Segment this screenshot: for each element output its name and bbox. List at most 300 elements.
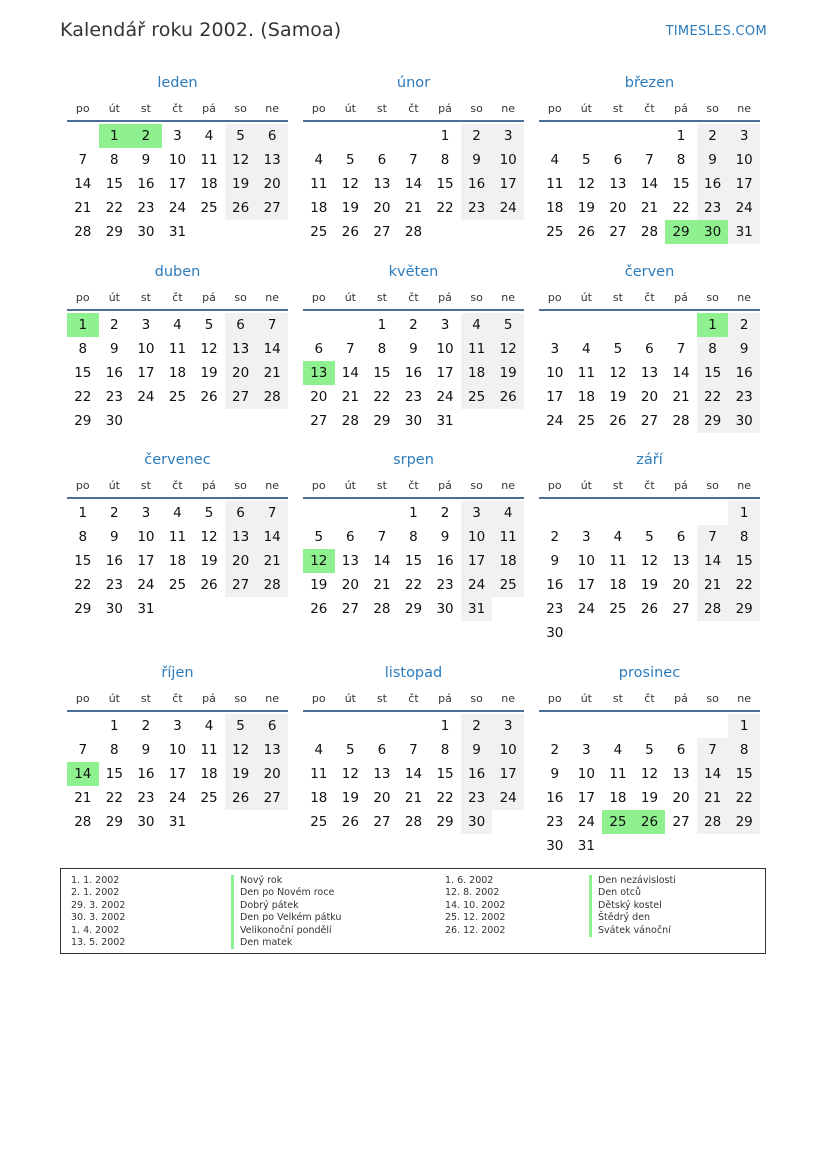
weekend-day-cell: 28 xyxy=(697,597,729,621)
weekend-day-cell: 29 xyxy=(728,810,760,834)
weekend-day-cell: 7 xyxy=(256,313,288,337)
day-cell: 22 xyxy=(404,577,423,593)
weekend-day-cell: 27 xyxy=(225,385,257,409)
weekday-label: ne xyxy=(265,478,280,492)
day-cell: 16 xyxy=(105,553,123,569)
legend-left-names xyxy=(231,875,341,949)
day-cell: 2 xyxy=(440,505,450,521)
weekday-label: ne xyxy=(501,478,516,492)
empty-cell xyxy=(634,621,666,645)
day-cell: 4 xyxy=(204,128,214,144)
weekend-day-cell: 23 xyxy=(728,385,760,409)
weekday-label: st xyxy=(140,101,151,115)
weekend-day-cell: 22 xyxy=(728,573,760,597)
week-row xyxy=(67,597,288,621)
weekday-label: út xyxy=(580,691,592,705)
weekend-day-cell: 4 xyxy=(461,313,493,337)
week-row xyxy=(67,148,288,172)
day-cell: 23 xyxy=(546,601,564,617)
empty-cell xyxy=(303,501,335,525)
week-row xyxy=(303,762,524,786)
day-cell: 5 xyxy=(204,505,214,521)
weekday-label: pá xyxy=(202,101,216,115)
weekday-label: so xyxy=(234,290,247,304)
week-row xyxy=(303,313,524,337)
empty-cell xyxy=(335,313,367,337)
week-row xyxy=(303,573,524,597)
day-cell: 28 xyxy=(373,601,391,617)
weekday-label: st xyxy=(612,101,623,115)
month-name: srpen xyxy=(393,452,434,468)
day-cell: 23 xyxy=(137,200,155,216)
legend-date: 30. 3. 2002 xyxy=(71,912,126,924)
weekday-label: po xyxy=(311,290,326,304)
day-cell: 6 xyxy=(314,341,324,357)
empty-cell xyxy=(634,124,666,148)
weekday-header xyxy=(303,286,524,308)
day-cell: 19 xyxy=(640,577,659,593)
day-cell: 16 xyxy=(105,365,123,381)
weekday-label: po xyxy=(547,478,562,492)
day-cell: 31 xyxy=(137,601,155,617)
week-row xyxy=(539,172,760,196)
day-cell: 12 xyxy=(200,529,218,545)
weekend-day-cell: 9 xyxy=(461,738,493,762)
day-cell: 24 xyxy=(577,601,595,617)
day-cell: 3 xyxy=(582,742,591,758)
day-cell: 27 xyxy=(341,601,359,617)
weekend-day-cell: 20 xyxy=(225,549,257,573)
empty-cell xyxy=(67,714,99,738)
weekend-day-cell: 30 xyxy=(461,810,493,834)
day-cell: 7 xyxy=(409,742,418,758)
week-row xyxy=(67,124,288,148)
weekend-day-cell: 16 xyxy=(728,361,760,385)
weekday-label: ne xyxy=(737,101,752,115)
legend-right-dates xyxy=(445,875,505,937)
weekend-day-cell: 15 xyxy=(697,361,729,385)
weekday-label: so xyxy=(706,478,719,492)
day-cell: 15 xyxy=(74,553,92,569)
weekend-day-cell: 3 xyxy=(492,124,524,148)
week-row xyxy=(67,762,288,786)
day-cell: 4 xyxy=(582,341,591,357)
empty-cell xyxy=(665,714,697,738)
day-cell: 11 xyxy=(577,365,595,381)
month-name: duben xyxy=(154,264,201,280)
day-cell: 11 xyxy=(200,742,218,758)
weekday-label: čt xyxy=(172,290,183,304)
weekday-label: ne xyxy=(265,691,280,705)
empty-cell xyxy=(602,621,634,645)
weekday-header xyxy=(303,687,524,709)
month-srpen xyxy=(303,450,524,621)
day-cell: 4 xyxy=(613,529,623,545)
week-row xyxy=(539,196,760,220)
day-cell: 26 xyxy=(200,389,218,405)
day-cell: 21 xyxy=(404,790,423,806)
weekend-day-cell: 11 xyxy=(461,337,493,361)
day-cell: 24 xyxy=(168,200,187,216)
weekday-label: so xyxy=(706,101,719,115)
weekend-day-cell: 13 xyxy=(256,148,288,172)
week-row xyxy=(539,525,760,549)
day-cell: 12 xyxy=(640,553,659,569)
week-row xyxy=(67,172,288,196)
day-cell: 19 xyxy=(640,790,659,806)
day-cell: 11 xyxy=(310,176,328,192)
day-cell: 21 xyxy=(74,790,92,806)
day-cell: 24 xyxy=(436,389,454,405)
holiday-day-cell: 12 xyxy=(303,549,335,573)
day-cell: 6 xyxy=(346,529,355,545)
weekend-day-cell: 8 xyxy=(728,525,760,549)
weekday-label: st xyxy=(612,691,623,705)
week-row xyxy=(67,738,288,762)
weekend-day-cell: 22 xyxy=(728,786,760,810)
week-row xyxy=(303,337,524,361)
day-cell: 2 xyxy=(110,317,119,333)
day-grid xyxy=(539,714,760,858)
day-cell: 3 xyxy=(173,718,182,734)
day-cell: 26 xyxy=(609,413,627,429)
day-cell: 16 xyxy=(436,553,454,569)
day-cell: 29 xyxy=(74,413,92,429)
month-březen xyxy=(539,73,760,244)
day-cell: 31 xyxy=(168,224,187,240)
month-name: červen xyxy=(624,264,675,280)
day-cell: 13 xyxy=(672,553,690,569)
day-cell: 23 xyxy=(137,790,155,806)
week-row xyxy=(539,762,760,786)
day-cell: 11 xyxy=(200,152,218,168)
day-cell: 10 xyxy=(436,341,454,357)
day-cell: 18 xyxy=(168,553,187,569)
weekend-day-cell: 17 xyxy=(492,172,524,196)
day-cell: 20 xyxy=(640,389,659,405)
day-cell: 9 xyxy=(550,766,560,782)
day-cell: 16 xyxy=(546,577,564,593)
week-row xyxy=(539,621,760,645)
day-cell: 1 xyxy=(409,505,418,521)
empty-cell xyxy=(571,621,603,645)
weekend-day-cell: 17 xyxy=(492,762,524,786)
empty-cell xyxy=(256,220,288,244)
week-row xyxy=(303,196,524,220)
weekend-day-cell: 2 xyxy=(461,714,493,738)
day-grid xyxy=(67,714,288,834)
legend-holiday-name: Den matek xyxy=(231,937,341,949)
empty-cell xyxy=(665,501,697,525)
day-cell: 2 xyxy=(409,317,418,333)
weekday-label: út xyxy=(108,290,120,304)
weekday-label: po xyxy=(311,691,326,705)
day-cell: 16 xyxy=(137,176,155,192)
weekday-label: pá xyxy=(202,290,216,304)
weekday-label: pá xyxy=(202,691,216,705)
empty-cell xyxy=(665,621,697,645)
week-row xyxy=(67,714,288,738)
month-name: listopad xyxy=(384,665,443,681)
day-cell: 16 xyxy=(546,790,564,806)
day-cell: 21 xyxy=(404,200,423,216)
weekend-day-cell: 27 xyxy=(256,786,288,810)
weekday-label: po xyxy=(547,101,562,115)
month-listopad xyxy=(303,663,524,834)
day-cell: 25 xyxy=(200,200,218,216)
day-cell: 22 xyxy=(74,577,92,593)
empty-cell xyxy=(697,501,729,525)
empty-cell xyxy=(571,714,603,738)
holiday-day-cell: 1 xyxy=(67,313,99,337)
week-row xyxy=(67,220,288,244)
weekday-label: ne xyxy=(737,691,752,705)
week-row xyxy=(67,525,288,549)
holiday-legend xyxy=(60,868,766,954)
weekday-label: so xyxy=(470,478,483,492)
day-cell: 9 xyxy=(110,341,119,357)
day-grid xyxy=(303,714,524,834)
day-cell: 18 xyxy=(609,577,627,593)
header-divider xyxy=(539,710,760,712)
legend-holiday-name: Nový rok xyxy=(231,875,341,887)
empty-cell xyxy=(602,834,634,858)
day-cell: 9 xyxy=(550,553,560,569)
day-cell: 31 xyxy=(168,814,187,830)
legend-date: 13. 5. 2002 xyxy=(71,936,126,948)
day-cell: 22 xyxy=(436,790,454,806)
day-cell: 4 xyxy=(314,152,324,168)
weekday-header xyxy=(539,474,760,496)
holiday-day-cell: 1 xyxy=(99,124,131,148)
empty-cell xyxy=(461,220,493,244)
week-row xyxy=(303,810,524,834)
day-cell: 5 xyxy=(346,152,355,168)
empty-cell xyxy=(162,409,194,433)
weekday-label: út xyxy=(108,691,120,705)
weekend-day-cell: 5 xyxy=(492,313,524,337)
day-cell: 7 xyxy=(409,152,418,168)
weekday-label: so xyxy=(470,290,483,304)
weekday-label: po xyxy=(547,290,562,304)
day-cell: 19 xyxy=(310,577,328,593)
day-cell: 12 xyxy=(640,766,659,782)
empty-cell xyxy=(492,220,524,244)
weekend-day-cell: 10 xyxy=(461,525,493,549)
day-cell: 18 xyxy=(546,200,564,216)
week-row xyxy=(303,361,524,385)
day-cell: 8 xyxy=(78,529,88,545)
weekend-day-cell: 24 xyxy=(492,196,524,220)
day-cell: 15 xyxy=(436,176,454,192)
weekend-day-cell: 19 xyxy=(225,762,257,786)
day-cell: 20 xyxy=(310,389,328,405)
weekday-label: út xyxy=(344,691,356,705)
weekday-label: čt xyxy=(644,101,655,115)
empty-cell xyxy=(67,124,99,148)
empty-cell xyxy=(256,409,288,433)
empty-cell xyxy=(728,621,760,645)
day-cell: 15 xyxy=(672,176,690,192)
weekend-day-cell: 10 xyxy=(492,738,524,762)
weekday-label: út xyxy=(344,478,356,492)
week-row xyxy=(303,597,524,621)
day-cell: 8 xyxy=(377,341,387,357)
empty-cell xyxy=(162,597,194,621)
day-cell: 26 xyxy=(310,601,328,617)
legend-date: 2. 1. 2002 xyxy=(71,887,120,899)
day-cell: 27 xyxy=(672,814,690,830)
day-cell: 14 xyxy=(373,553,391,569)
day-cell: 18 xyxy=(310,790,328,806)
weekday-label: po xyxy=(311,101,326,115)
week-row xyxy=(303,124,524,148)
weekend-day-cell: 20 xyxy=(256,762,288,786)
day-cell: 29 xyxy=(404,601,423,617)
week-row xyxy=(303,738,524,762)
weekday-header xyxy=(67,97,288,119)
legend-holiday-name: Dětský kostel xyxy=(589,900,676,912)
day-cell: 11 xyxy=(168,341,187,357)
empty-cell xyxy=(665,834,697,858)
day-cell: 19 xyxy=(577,200,595,216)
empty-cell xyxy=(398,124,430,148)
day-cell: 31 xyxy=(436,413,454,429)
month-červen xyxy=(539,262,760,433)
day-cell: 22 xyxy=(105,200,123,216)
weekday-label: čt xyxy=(408,290,419,304)
day-cell: 4 xyxy=(173,317,182,333)
weekday-label: ne xyxy=(265,290,280,304)
empty-cell xyxy=(429,220,461,244)
day-cell: 22 xyxy=(373,389,391,405)
day-cell: 29 xyxy=(373,413,391,429)
day-cell: 23 xyxy=(546,814,564,830)
day-cell: 17 xyxy=(137,553,155,569)
day-cell: 12 xyxy=(341,766,359,782)
day-cell: 9 xyxy=(141,152,151,168)
day-cell: 30 xyxy=(546,625,564,641)
weekend-day-cell: 18 xyxy=(492,549,524,573)
day-grid xyxy=(539,313,760,433)
day-cell: 17 xyxy=(577,577,595,593)
day-cell: 30 xyxy=(137,224,155,240)
day-cell: 7 xyxy=(676,341,686,357)
weekend-day-cell: 14 xyxy=(697,549,729,573)
weekday-label: po xyxy=(75,101,90,115)
weekend-day-cell: 31 xyxy=(461,597,493,621)
day-cell: 21 xyxy=(373,577,391,593)
week-row xyxy=(539,549,760,573)
weekday-label: čt xyxy=(172,101,183,115)
day-cell: 29 xyxy=(74,601,92,617)
day-cell: 30 xyxy=(105,413,123,429)
day-cell: 26 xyxy=(577,224,595,240)
weekday-label: st xyxy=(140,290,151,304)
day-cell: 30 xyxy=(546,838,564,854)
week-row xyxy=(539,501,760,525)
day-cell: 8 xyxy=(409,529,418,545)
day-cell: 17 xyxy=(137,365,155,381)
empty-cell xyxy=(335,124,367,148)
day-cell: 4 xyxy=(314,742,324,758)
day-cell: 30 xyxy=(137,814,155,830)
week-row xyxy=(67,573,288,597)
week-row xyxy=(303,148,524,172)
weekend-day-cell: 18 xyxy=(461,361,493,385)
empty-cell xyxy=(571,501,603,525)
day-cell: 30 xyxy=(105,601,123,617)
week-row xyxy=(67,549,288,573)
header-divider xyxy=(539,497,760,499)
day-cell: 26 xyxy=(341,224,359,240)
day-cell: 4 xyxy=(550,152,560,168)
day-cell: 5 xyxy=(346,742,355,758)
weekend-day-cell: 28 xyxy=(256,385,288,409)
weekend-day-cell: 11 xyxy=(492,525,524,549)
weekend-day-cell: 1 xyxy=(728,714,760,738)
weekday-label: čt xyxy=(172,691,183,705)
empty-cell xyxy=(492,597,524,621)
day-cell: 11 xyxy=(310,766,328,782)
day-cell: 30 xyxy=(436,601,454,617)
day-cell: 13 xyxy=(672,766,690,782)
day-cell: 14 xyxy=(404,766,423,782)
empty-cell xyxy=(366,124,398,148)
day-cell: 23 xyxy=(105,577,123,593)
day-cell: 20 xyxy=(609,200,627,216)
weekend-day-cell: 13 xyxy=(225,525,257,549)
weekday-label: st xyxy=(376,101,387,115)
day-cell: 5 xyxy=(645,742,654,758)
weekday-label: so xyxy=(706,691,719,705)
weekday-label: pá xyxy=(438,691,452,705)
day-cell: 14 xyxy=(672,365,690,381)
legend-date: 25. 12. 2002 xyxy=(445,912,506,924)
day-cell: 11 xyxy=(546,176,564,192)
day-cell: 16 xyxy=(137,766,155,782)
site-logo-link[interactable]: TIMESLES.COM xyxy=(665,24,767,39)
month-name: leden xyxy=(157,75,198,91)
weekend-day-cell: 6 xyxy=(225,501,257,525)
weekday-label: po xyxy=(311,478,326,492)
weekend-day-cell: 7 xyxy=(697,525,729,549)
day-cell: 20 xyxy=(672,790,690,806)
day-cell: 4 xyxy=(173,505,182,521)
day-cell: 6 xyxy=(645,341,654,357)
holiday-day-cell: 13 xyxy=(303,361,335,385)
legend-holiday-name: Den po Velkém pátku xyxy=(231,912,341,924)
legend-date: 1. 4. 2002 xyxy=(71,924,120,936)
holiday-day-cell: 2 xyxy=(130,124,162,148)
day-cell: 31 xyxy=(577,838,595,854)
day-cell: 25 xyxy=(168,389,187,405)
day-cell: 5 xyxy=(314,529,324,545)
header-divider xyxy=(67,710,288,712)
weekend-day-cell: 21 xyxy=(697,573,729,597)
day-cell: 2 xyxy=(550,529,560,545)
day-cell: 29 xyxy=(436,814,454,830)
empty-cell xyxy=(539,124,571,148)
week-row xyxy=(539,834,760,858)
day-cell: 17 xyxy=(577,790,595,806)
week-row xyxy=(67,810,288,834)
day-cell: 3 xyxy=(550,341,560,357)
week-row xyxy=(67,409,288,433)
weekday-header xyxy=(539,687,760,709)
legend-holiday-name: Den nezávislosti xyxy=(589,875,676,887)
day-cell: 10 xyxy=(546,365,564,381)
